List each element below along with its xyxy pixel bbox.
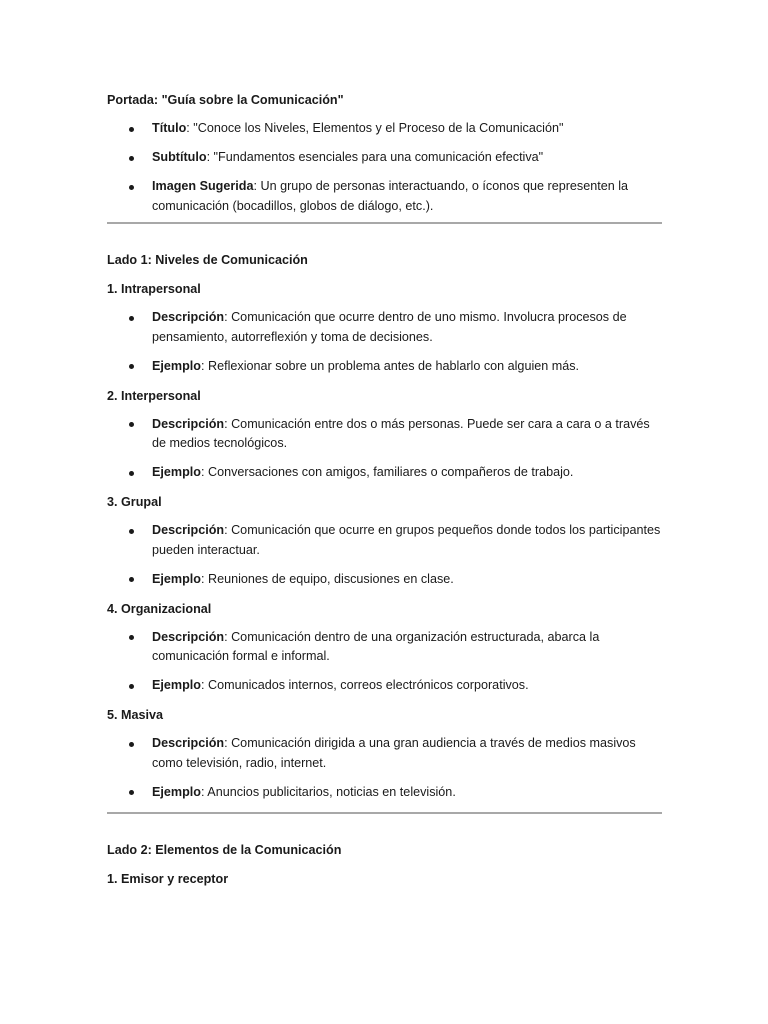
bullet-icon: [129, 577, 134, 582]
item-label: Descripción: [152, 416, 225, 431]
level-list: [107, 628, 662, 696]
section-heading: Lado 2: Elementos de la Comunicación: [107, 843, 342, 857]
level-title: 2. Interpersonal: [107, 388, 201, 403]
item-label: Ejemplo: [152, 784, 201, 799]
level-list: [107, 521, 662, 589]
item-label: Descripción: [152, 736, 225, 750]
bullet-icon: [129, 529, 134, 534]
item-text: : Conversaciones con amigos, familiares o compañeros de trabajo.: [201, 465, 574, 479]
list-item: [107, 570, 662, 590]
item-text: : Comunicación que ocurre dentro de uno mismo. Involucra procesos de pensamiento, autorreflexión y toma de decisiones.: [152, 310, 627, 344]
level-title: 1. Intrapersonal: [107, 282, 201, 296]
list-item: [107, 119, 662, 139]
list-item: [107, 783, 662, 803]
level-title: 5. Masiva: [107, 708, 164, 722]
item-text: : Comunicación dentro de una organización estructurada, abarca la comunicación formal e informal.: [152, 629, 600, 663]
list-item: [107, 308, 662, 347]
level-title: 3. Grupal: [107, 495, 162, 509]
document-page: [107, 90, 662, 898]
section-divider: [107, 222, 662, 224]
list-item: [107, 357, 662, 377]
level-list: [107, 415, 662, 483]
bullet-icon: [129, 684, 134, 689]
bullet-icon: [129, 635, 134, 640]
bullet-icon: [129, 156, 134, 161]
item-text: : "Conoce los Niveles, Elementos y el Proceso de la Comunicación": [186, 121, 564, 135]
section-heading: Lado 1: Niveles de Comunicación: [107, 253, 308, 267]
cover-heading: Portada: "Guía sobre la Comunicación": [107, 93, 344, 107]
list-item: [107, 177, 662, 216]
item-label: Ejemplo: [152, 678, 201, 692]
list-item: [107, 148, 662, 168]
item-text: : Comunicación dirigida a una gran audiencia a través de medios masivos como televisión, radio, internet.: [152, 736, 636, 770]
item-label: Descripción: [152, 310, 225, 324]
bullet-icon: [129, 316, 134, 321]
item-text: : Comunicados internos, correos electrónicos corporativos.: [201, 678, 529, 692]
bullet-icon: [129, 364, 134, 369]
list-item: [107, 463, 662, 483]
cover-list: [107, 119, 662, 216]
item-label: Subtítulo: [152, 150, 207, 164]
level-title: 1. Emisor y receptor: [107, 872, 229, 886]
item-label: Título: [152, 121, 187, 135]
item-label: Ejemplo: [152, 465, 201, 479]
list-item: [107, 734, 662, 773]
list-item: [107, 521, 662, 560]
item-text: : Reuniones de equipo, discusiones en clase.: [201, 571, 454, 586]
section-divider: [107, 812, 662, 814]
list-item: [107, 676, 662, 696]
level-list: [107, 308, 662, 376]
bullet-icon: [129, 185, 134, 190]
item-text: : Reflexionar sobre un problema antes de hablarlo con alguien más.: [201, 358, 580, 373]
bullet-icon: [129, 742, 134, 747]
item-text: : Comunicación que ocurre en grupos pequeños donde todos los participantes pueden interactuar.: [152, 523, 661, 557]
bullet-icon: [129, 127, 134, 132]
item-label: Imagen Sugerida: [152, 179, 254, 193]
item-label: Ejemplo: [152, 358, 201, 373]
list-item: [107, 628, 662, 667]
bullet-icon: [129, 471, 134, 476]
bullet-icon: [129, 422, 134, 427]
level-title: 4. Organizacional: [107, 601, 212, 616]
bullet-icon: [129, 790, 134, 795]
level-list: [107, 734, 662, 802]
item-label: Ejemplo: [152, 571, 201, 586]
item-text: : Un grupo de personas interactuando, o íconos que representen la comunicación (bocadillos, globos de diálogo, etc.).: [152, 179, 629, 213]
list-item: [107, 415, 662, 454]
item-text: : Comunicación entre dos o más personas. Puede ser cara a cara o a través de medios tecnológicos.: [152, 416, 650, 450]
item-label: Descripción: [152, 523, 225, 537]
item-text: : "Fundamentos esenciales para una comunicación efectiva": [206, 150, 544, 164]
item-text: : Anuncios publicitarios, noticias en televisión.: [201, 784, 456, 799]
item-label: Descripción: [152, 629, 225, 644]
